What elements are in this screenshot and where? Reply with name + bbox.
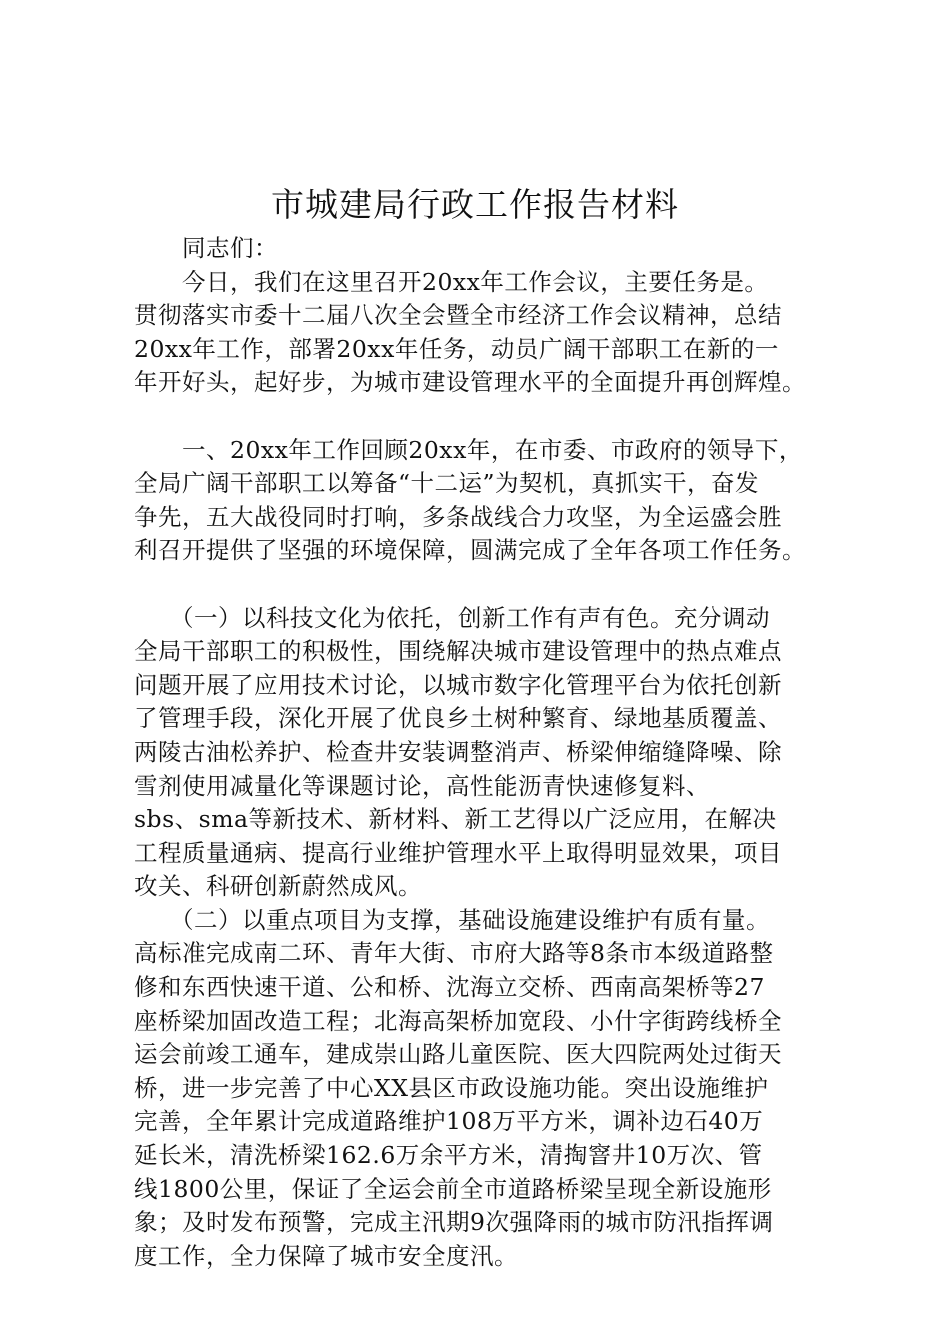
paragraph-subsection-two [134, 904, 834, 1274]
paragraph-line: 运会前竣工通车，建成崇山路儿童医院、医大四院两处过街天 [134, 1040, 782, 1069]
paragraph-line: 问题开展了应用技术讨论，以城市数字化管理平台为依托创新 [134, 670, 782, 699]
paragraph-line: 今日，我们在这里召开20xx年工作会议，主要任务是。 [182, 267, 769, 296]
paragraph-line: 线1800公里，保证了全运会前全市道路桥梁呈现全新设施形 [134, 1174, 772, 1203]
paragraph-line: 延长米，清洗桥梁162.6万余平方米，清掏窨井10万次、管 [134, 1141, 763, 1170]
paragraph-line: （一）以科技文化为依托，创新工作有声有色。充分调动 [170, 603, 770, 632]
salutation: 同志们： [182, 234, 278, 262]
paragraph-line: （二）以重点项目为支撑，基础设施建设维护有质有量。 [170, 905, 770, 934]
document-title: 市城建局行政工作报告材料 [271, 185, 679, 224]
paragraph-subsection-one [134, 602, 834, 904]
paragraph-line: 雪剂使用减量化等课题讨论，高性能沥青快速修复料、 [134, 771, 710, 800]
paragraph-line: 座桥梁加固改造工程；北海高架桥加宽段、小什字街跨线桥全 [134, 1006, 782, 1035]
paragraph-line: 年开好头，起好步，为城市建设管理水平的全面提升再创辉煌。 [134, 368, 806, 397]
document-body [134, 232, 834, 1273]
paragraph-spacer [134, 568, 834, 602]
paragraph-line: 贯彻落实市委十二届八次全会暨全市经济工作会议精神，总结 [134, 301, 782, 330]
paragraph-line: 修和东西快速干道、公和桥、沈海立交桥、西南高架桥等27 [134, 973, 765, 1002]
paragraph-line: 了管理手段，深化开展了优良乡土树种繁育、绿地基质覆盖、 [134, 704, 782, 733]
paragraph-line: 桥，进一步完善了中心XX县区市政设施功能。突出设施维护 [134, 1073, 769, 1102]
paragraph-line: 争先，五大战役同时打响，多条战线合力攻坚，为全运盛会胜 [134, 502, 782, 531]
paragraph-line: 20xx年工作，部署20xx年任务，动员广阔干部职工在新的一 [134, 334, 779, 363]
paragraph-line: 利召开提供了坚强的环境保障，圆满完成了全年各项工作任务。 [134, 536, 806, 565]
paragraph-line: sbs、sma等新技术、新材料、新工艺得以广泛应用，在解决 [134, 805, 777, 834]
paragraph-line: 一、20xx年工作回顾20xx年，在市委、市政府的领导下， [182, 435, 803, 464]
paragraph-line: 高标准完成南二环、青年大街、市府大路等8条市本级道路整 [134, 939, 774, 968]
paragraph-line: 完善，全年累计完成道路维护108万平方米，调补边石40万 [134, 1107, 764, 1136]
paragraph-opening [134, 266, 834, 400]
paragraph-line: 全局干部职工的积极性，围绕解决城市建设管理中的热点难点 [134, 637, 782, 666]
paragraph-line: 象；及时发布预警，完成主汛期9次强降雨的城市防汛指挥调 [134, 1208, 774, 1237]
paragraph-section-one [134, 434, 834, 568]
paragraph-line: 工程质量通病、提高行业维护管理水平上取得明显效果，项目 [134, 838, 782, 867]
paragraph-line: 全局广阔干部职工以筹备“十二运”为契机，真抓实干，奋发 [134, 469, 760, 498]
paragraph-line: 两陵古油松养护、检查井安装调整消声、桥梁伸缩缝降噪、除 [134, 737, 782, 766]
paragraph-line: 攻关、科研创新蔚然成风。 [134, 872, 422, 901]
paragraph-line: 度工作，全力保障了城市安全度汛。 [134, 1241, 518, 1270]
paragraph-spacer [134, 400, 834, 434]
